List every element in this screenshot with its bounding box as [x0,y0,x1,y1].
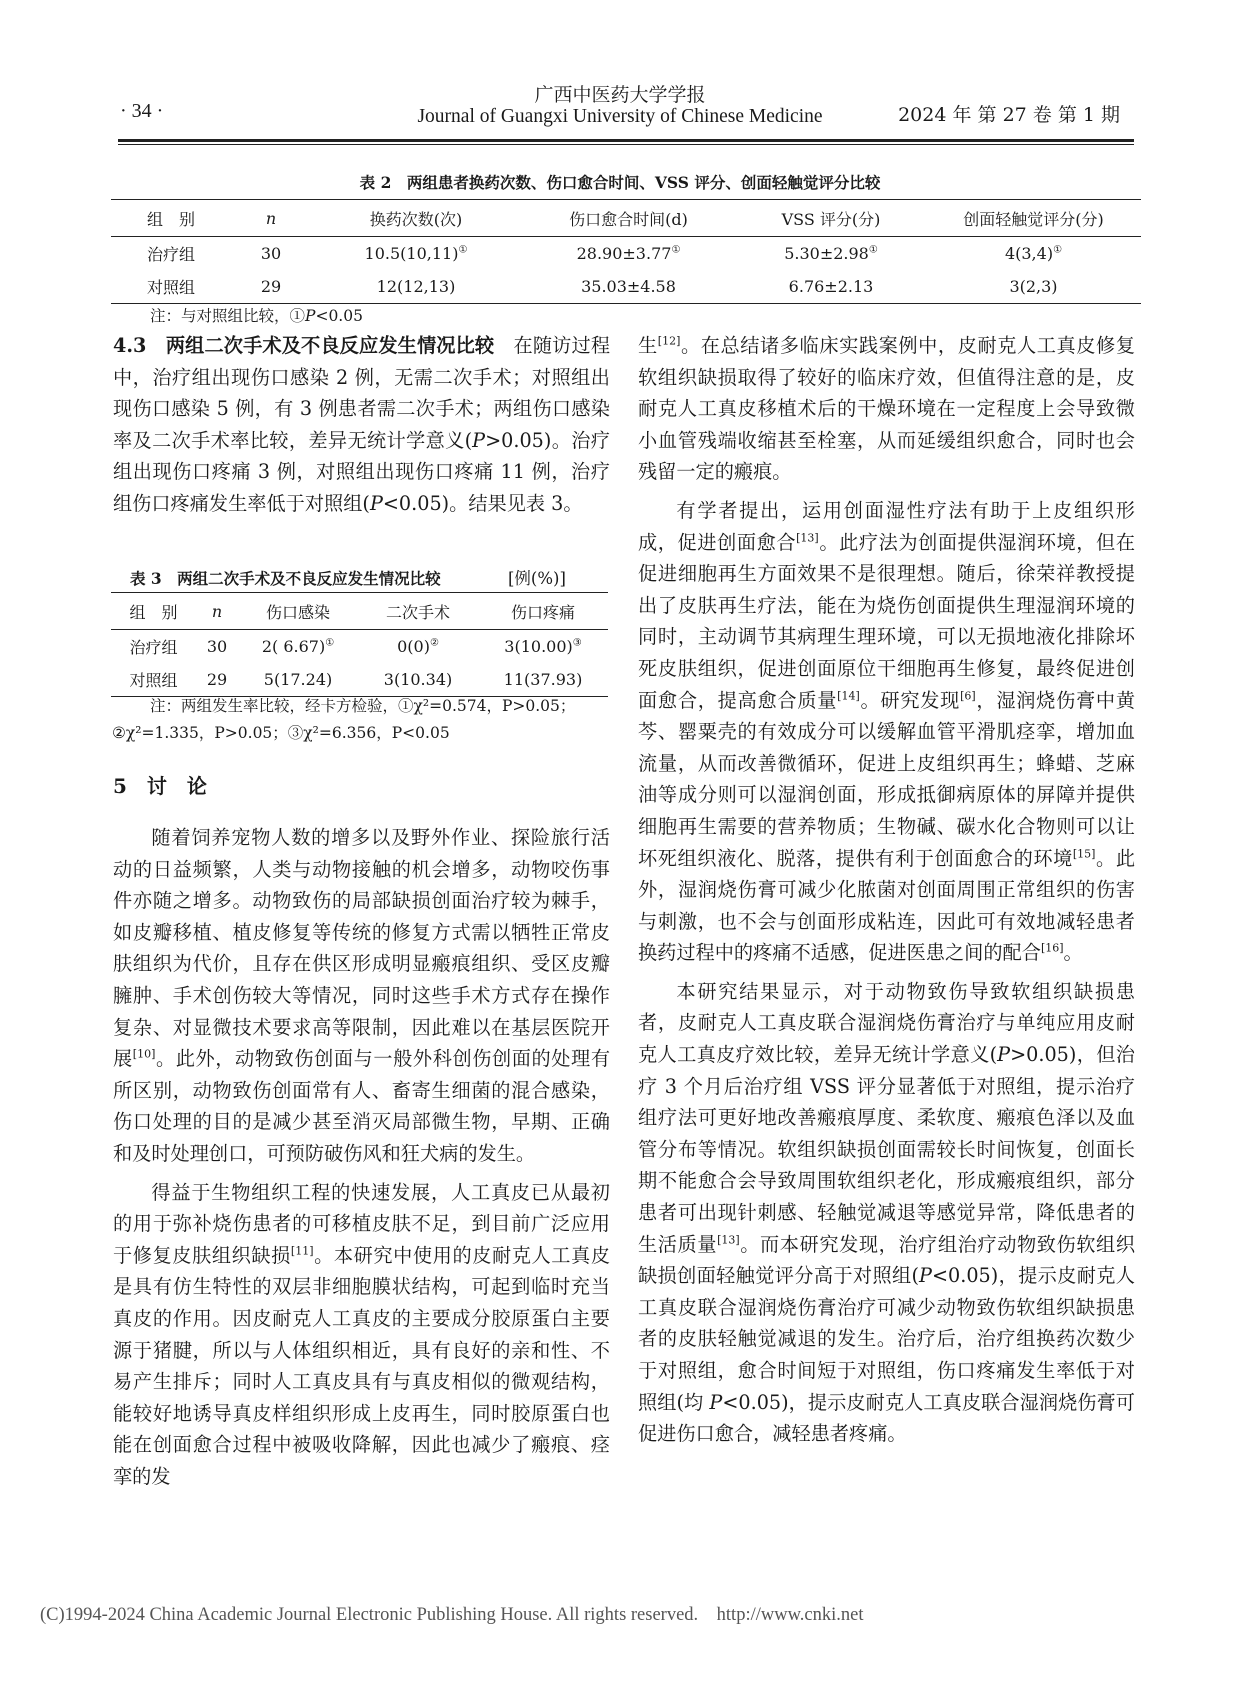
table3-caption: 表 3 两组二次手术及不良反应发生情况比较 [130,569,441,588]
table3-header-cell: 伤口感染 [238,593,358,630]
p-italic: P [472,428,486,452]
table2-cell: 6.76±2.13 [736,270,926,304]
section-4-3 [113,330,610,520]
body-text: 。此疗法为创面提供湿润环境，但在促进细胞再生方面效果不是很理想。随后，徐荣祥教授提出了皮肤再生疗法，能在为烧伤创面提供生理湿润环境的同时，主动调节其病理生理环境，可以无损地液化排除坏死皮肤组织，促进创面原位干细胞再生修复，最终促进创面愈合，提高愈合质量 [638,530,1136,712]
table2-header-cell: 创面轻触觉评分(分) [926,200,1141,237]
significance-mark: ③ [572,637,582,649]
significance-mark: ① [1053,244,1063,256]
table2-header-cell: 伤口愈合时间(d) [521,200,736,237]
table2-cell [736,237,926,271]
table-row [111,663,608,697]
body-text: <0.05)，提示皮耐克人工真皮联合湿润烧伤膏治疗可减少动物致伤软组织缺损患者的皮肤轻触觉减退的发生。治疗后，治疗组换药次数少于对照组，愈合时间短于对照组，伤口疼痛发生率低于对照组(均 [638,1264,1135,1414]
table2-cell [311,237,521,271]
page-number: · 34 · [120,100,164,122]
table2-value: 28.90±3.77 [576,244,672,263]
table3-note-line: ②χ²=1.335，P>0.05；③χ²=6.356，P<0.05 [112,724,450,742]
table3-value: 0(0) [397,637,430,656]
body-text: 本研究结果显示，对于动物致伤导致软组织缺损患者，皮耐克人工真皮联合湿润烧伤膏治疗与单纯应用皮耐克人工真皮疗效比较，差异无统计学意义( [638,979,1135,1067]
p-italic: P [997,1043,1011,1067]
significance-mark: ① [671,244,681,256]
table-row [111,630,608,664]
left-column-discussion [113,822,610,1492]
table3-note [112,693,576,747]
table3-note-line: 注：两组发生率比较，经卡方检验，①χ²=0.574，P>0.05； [150,697,576,715]
body-text: 。而本研究发现，治疗组治疗动物致伤软组织缺损创面轻触觉评分高于对照组( [638,1232,1136,1288]
copyright-footer [40,1605,863,1626]
citation: [6] [960,689,976,703]
significance-mark: ② [429,637,439,649]
paragraph [638,495,1135,969]
significance-mark: ① [325,637,335,649]
citation: [13] [717,1233,740,1247]
table3-cell: 11(37.93) [478,663,608,697]
section-5-heading: 5 讨 论 [113,774,207,798]
table2-cell: 12(12,13) [311,270,521,304]
table2-cell: 29 [231,270,311,304]
table2-header-cell: 组 别 [111,200,231,237]
body-text: 有学者提出，运用创面湿性疗法有助于上皮组织形成，促进创面愈合 [638,498,1135,554]
citation: [16] [1040,941,1064,955]
table2-cell: 对照组 [111,270,231,304]
body-text: <0.05)，提示皮耐克人工真皮联合湿润烧伤膏可促进伤口愈合，减轻患者疼痛。 [638,1390,1135,1446]
table3-cell [358,630,478,664]
body-text: 在随访过程中，治疗组出现伤口感染 2 例，无需二次手术；对照组出现伤口感染 5 例，有 3 例患者需二次手术；两组伤口感染率及二次手术率比较，差异无统计学意义( [113,334,611,452]
significance-mark: ① [458,244,468,256]
table3-cell: 治疗组 [129,638,178,657]
table2-header-cell: VSS 评分(分) [736,200,926,237]
journal-title-en: Journal of Guangxi University of Chinese Medicine [417,106,823,127]
p-italic: P [369,491,383,515]
table3 [111,592,608,697]
table3-cell: 3(10.34) [358,663,478,697]
table2-value: 5.30±2.98 [784,244,869,263]
journal-title-cn: 广西中医药大学学报 [534,84,706,106]
header-rule-thick [118,139,1134,142]
table2-header-cell: 换药次数(次) [311,200,521,237]
table2-cell: 35.03±4.58 [521,270,736,304]
p-italic: P [305,307,316,325]
citation: [10] [132,1047,156,1061]
body-text: 。研究发现 [859,688,961,712]
citation: [13] [796,531,819,545]
table3-cell: 5(17.24) [238,663,358,697]
p-italic: P [919,1264,932,1288]
citation: [12] [657,334,681,348]
body-text: 生 [638,334,658,357]
table3-cell: 29 [196,663,238,697]
table3-header-cell: n [196,593,238,630]
citation: [14] [837,689,860,703]
table2-cell: 3(2,3) [926,270,1141,304]
table2-cell [521,237,736,271]
body-text: 。此外，动物致伤创面与一般外科创伤创面的处理有所区别，动物致伤创面常有人、畜寄生细菌的混合感染，伤口处理的目的是减少甚至消灭局部微生物，早期、正确和及时处理创口，可预防破伤风和狂犬病的发生。 [113,1047,611,1165]
table3-cell [238,630,358,664]
body-text: 随着饲养宠物人数的增多以及野外作业、探险旅行活动的日益频繁，人类与动物接触的机会增多，动物咬伤事件亦随之增多。动物致伤的局部缺损创面治疗较为棘手，如皮瓣移植、植皮修复等传统的修复方式需以牺牲正常皮肤组织为代价，且存在供区形成明显瘢痕组织、受区皮瓣臃肿、手术创伤较大等情况，同时这些手术方式存在操作复杂、对显微技术要求高等限制，因此难以在基层医院开展 [113,826,610,1071]
paragraph [638,976,1135,1450]
paragraph [113,822,610,1170]
paragraph [113,1177,610,1493]
body-text: 。本研究中使用的皮耐克人工真皮是具有仿生特性的双层非细胞膜状结构，可起到临时充当真皮的作用。因皮耐克人工真皮的主要成分胶原蛋白主要源于猪腱，所以与人体组织相近，具有良好的亲和性、不易产生排斥；同时人工真皮具有与真皮相似的微观结构，能较好地诱导真皮样组织形成上皮再生，同时胶原蛋白也能在创面愈合过程中被吸收降解，因此也减少了瘢痕、痉挛的发 [113,1243,611,1488]
table3-header-row [111,593,608,630]
table2-header-cell: n [231,200,311,237]
header-rule-thin [118,144,1134,145]
table2-value: 4(3,4) [1004,244,1054,263]
table2-header-row [111,200,1141,237]
citation: [11] [290,1244,314,1258]
paragraph [638,330,1135,488]
table3-header-cell: 二次手术 [358,593,478,630]
right-column [638,330,1135,1450]
table2-cell: 30 [260,244,282,263]
left-column [113,330,610,520]
table3-cell [478,630,608,664]
table3-header-cell: 组 别 [111,593,196,630]
body-text: >0.05)，但治疗 3 个月后治疗组 VSS 评分显著低于对照组，提示治疗组疗法可更好地改善瘢痕厚度、柔软度、瘢痕色泽以及血管分布等情况。软组织缺损创面需较长时间恢复，创面长期不能愈合会导致周围软组织老化，形成瘢痕组织，部分患者可出现针刺感、轻触觉减退等感觉异常，降低患者的生活质量 [638,1043,1135,1256]
table-row [111,237,1141,271]
table3-header-cell: 伤口疼痛 [478,593,608,630]
body-text: 。在总结诸多临床实践案例中，皮耐克人工真皮修复软组织缺损取得了较好的临床疗效，但值得注意的是，皮耐克人工真皮移植术后的干燥环境在一定程度上会导致微小血管残端收缩甚至栓塞，从而延缓组织愈合，同时也会残留一定的瘢痕。 [638,334,1136,484]
table-row [111,270,1141,304]
table2-note-prefix: 注：与对照组比较，① [150,307,306,325]
table2-note-suffix: <0.05 [315,307,363,325]
table2-cell [926,237,1141,271]
significance-mark: ① [868,244,878,256]
copyright-text: (C)1994-2024 China Academic Journal Electronic Publishing House. All rights reserved. [40,1605,699,1625]
table2-note [150,303,363,330]
table2-value: 10.5(10,11) [364,244,459,263]
table3-unit: [例(%)] [508,569,566,588]
body-text: 。 [1063,941,1083,965]
citation: [15] [1072,847,1096,861]
table2 [111,199,1141,304]
p-italic: P [709,1390,723,1414]
section-4-3-heading: 4.3 两组二次手术及不良反应发生情况比较 [113,334,495,357]
body-text: >0.05)。治疗组出现伤口疼痛 3 例，对照组出现伤口疼痛 11 例，治疗组伤口疼痛发生率低于对照组( [113,428,610,515]
body-text: 。此外，湿润烧伤膏可减少化脓菌对创面周围正常组织的伤害与刺激，也不会与创面形成粘连，因此可有效地减轻患者换药过程中的疼痛不适感，促进医患之间的配合 [638,846,1136,965]
cnki-link[interactable]: http://www.cnki.net [716,1605,864,1625]
table2-caption: 表 2 两组患者换药次数、伤口愈合时间、VSS 评分、创面轻触觉评分比较 [359,173,881,192]
table3-cell: 30 [206,637,228,656]
table3-value: 3(10.00) [504,637,573,656]
body-text: ，湿润烧伤膏中黄芩、罂粟壳的有效成分可以缓解血管平滑肌痉挛，增加血流量，从而改善微循环，促进上皮组织再生；蜂蜡、芝麻油等成分则可以湿润创面，形成抵御病原体的屏障并提供细胞再生需要的营养物质；生物碱、碳水化合物则可以让坏死组织液化、脱落，提供有利于创面愈合的环境 [638,688,1136,870]
body-text: <0.05)。结果见表 3。 [382,491,583,515]
table3-value: 2( 6.67) [261,637,326,656]
issue-info: 2024 年 第 27 卷 第 1 期 [898,104,1120,126]
table3-cell: 对照组 [111,663,196,697]
body-text: 得益于生物组织工程的快速发展，人工真皮已从最初的用于弥补烧伤患者的可移植皮肤不足，到目前广泛应用于修复皮肤组织缺损 [113,1180,610,1267]
table2-cell: 治疗组 [146,245,195,264]
